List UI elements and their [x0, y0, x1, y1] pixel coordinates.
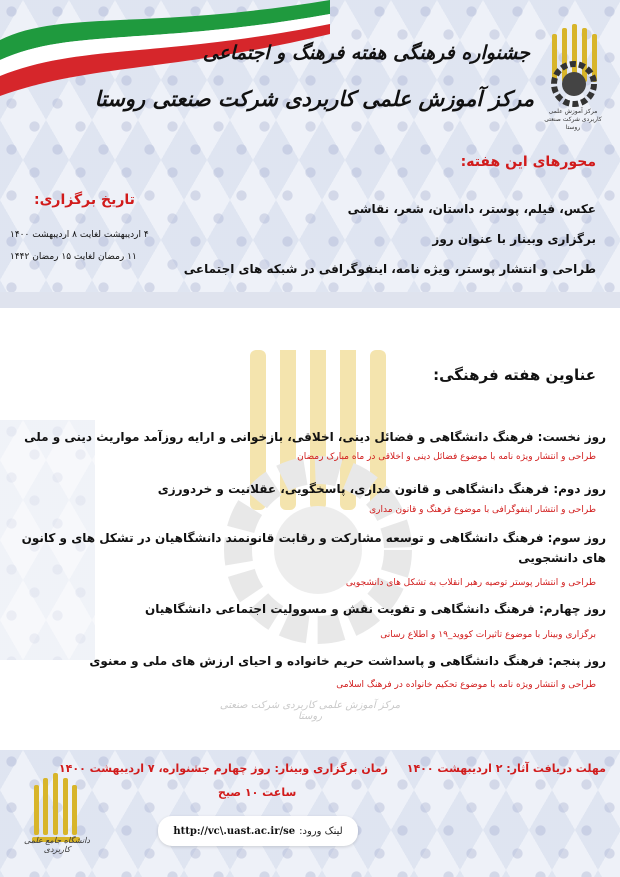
- webinar-hour-text: ساعت ۱۰ صبح: [218, 786, 297, 799]
- day-5-title: روز پنجم: فرهنگ دانشگاهی و پاسداشت حریم خانواده و احیای ارزش های ملی و معنوی: [89, 654, 606, 668]
- center-title: مرکز آموزش علمی کاربردی شرکت صنعتی روستا: [94, 86, 534, 111]
- day-1-title: روز نخست: فرهنگ دانشگاهی و فضائل دینی، اخلاقی، بازخوانی و ارایه روزآمد مواریث دینی و ملی: [24, 430, 606, 444]
- day-2-activity: طراحی و انتشار اینفوگرافی با موضوع فرهنگ و قانون مداری: [369, 505, 596, 515]
- theme-item: برگزاری وبینار با عنوان روز: [432, 232, 596, 246]
- day-4-title: روز چهارم: فرهنگ دانشگاهی و تقویت نقش و مسوولیت اجتماعی دانشگاهیان: [144, 602, 606, 616]
- day-4-activity: برگزاری وبینار با موضوع تاثیرات کووید_۱۹ و اطلاع رسانی: [380, 630, 596, 640]
- watermark-caption: مرکز آموزش علمی کاربردی شرکت صنعتی روستا: [219, 700, 401, 722]
- link-label: لینک ورود:: [299, 825, 343, 837]
- lunar-date-range: ۱۱ رمضان لغایت ۱۵ رمضان ۱۴۴۲: [10, 252, 137, 262]
- day-2-title: روز دوم: فرهنگ دانشگاهی و قانون مداری، پاسخگویی، عقلانیت و خردورزی: [157, 482, 606, 496]
- logo-caption: مرکز آموزش علمی کاربردی شرکت صنعتی روستا: [544, 108, 602, 131]
- theme-item: طراحی و انتشار پوستر، ویژه نامه، اینفوگرافی در شبکه های اجتماعی: [183, 262, 596, 276]
- dates-heading: تاریخ برگزاری:: [34, 192, 135, 208]
- day-1-activity: طراحی و انتشار ویژه نامه با موضوع فضائل دینی و اخلاقی در ماه مبارک رمضان: [297, 452, 596, 462]
- section-divider: [0, 292, 620, 308]
- solar-date-range: ۴ اردیبهشت لغایت ۸ اردیبهشت ۱۴۰۰: [10, 230, 149, 240]
- header-banner: [0, 0, 620, 292]
- deadline-text: مهلت دریافت آثار: ۲ اردیبهشت ۱۴۰۰: [406, 762, 606, 775]
- day-3-activity: طراحی و انتشار پوستر توصیه رهبر انقلاب به تشکل های دانشجویی: [345, 578, 596, 588]
- festival-title: جشنواره فرهنگی هفته فرهنگ و اجتماعی: [202, 42, 530, 64]
- theme-item: عکس، فیلم، پوستر، داستان، شعر، نقاشی: [347, 202, 596, 216]
- day-5-activity: طراحی و انتشار ویژه نامه با موضوع تحکیم خانواده در فرهنگ اسلامی: [336, 680, 596, 690]
- university-caption: دانشگاه جامع علمی کاربردی: [24, 836, 90, 854]
- day-3-title: روز سوم: فرهنگ دانشگاهی و توسعه مشارکت و رقابت قانونمند دانشگاهیان در تشکل های و کانون های دانشجویی: [21, 531, 606, 565]
- webinar-time-text: زمان برگزاری وبینار: روز چهارم جشنواره، ۷ اردیبهشت ۱۴۰۰: [58, 762, 388, 775]
- weekly-titles-heading: عناوین هفته فرهنگی:: [433, 366, 596, 384]
- login-link-box[interactable]: [158, 816, 358, 846]
- login-link[interactable]: http://vc\.uast.ac.ir/se: [173, 825, 296, 837]
- themes-heading: محورهای این هفته:: [460, 154, 596, 170]
